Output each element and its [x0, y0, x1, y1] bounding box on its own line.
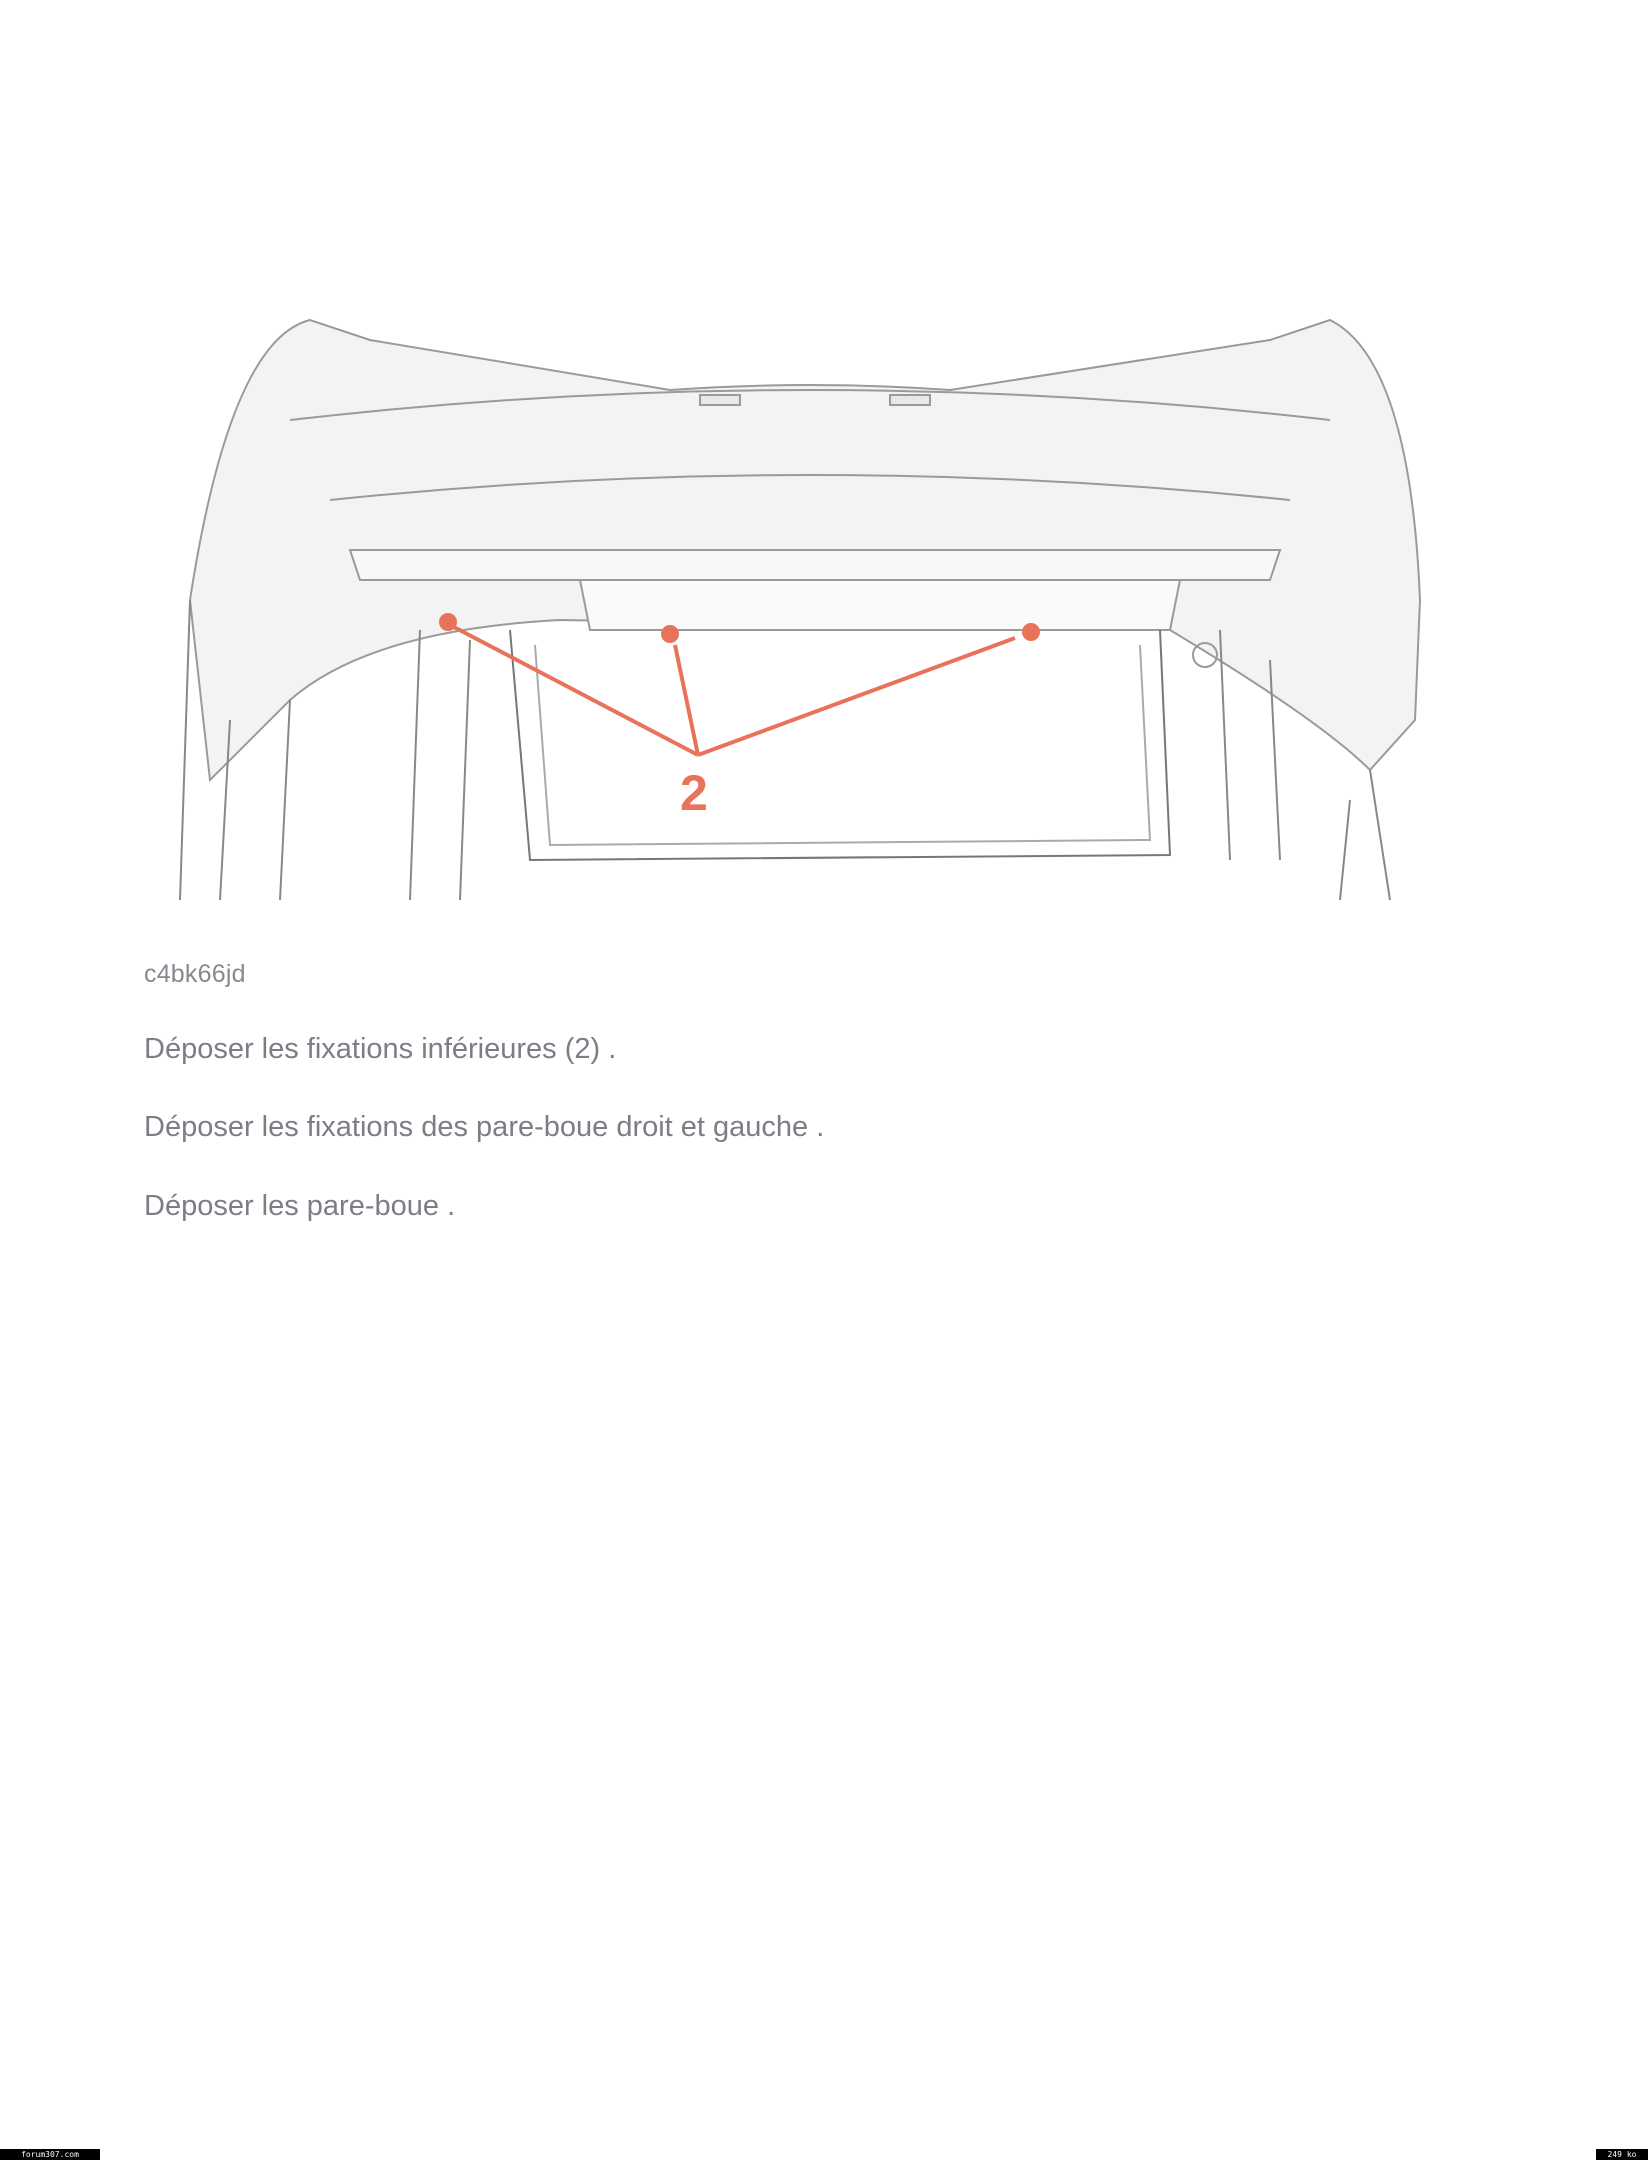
bumper-illustration	[170, 300, 1440, 910]
footer-right-tag: 249 ko	[1596, 2149, 1648, 2160]
instruction-2: Déposer les fixations des pare-boue droit et gauche .	[144, 1111, 825, 1143]
fixation-point-left	[441, 615, 455, 629]
fixation-point-center	[663, 627, 677, 641]
instruction-3: Déposer les pare-boue .	[144, 1190, 456, 1222]
instruction-1: Déposer les fixations inférieures (2) .	[144, 1033, 617, 1065]
footer-left-tag: forum307.com	[0, 2149, 100, 2160]
callout-label: 2	[680, 765, 708, 821]
fixation-point-right	[1024, 625, 1038, 639]
rear-bumper-diagram	[170, 300, 1440, 910]
image-reference: c4bk66jd	[144, 960, 246, 988]
